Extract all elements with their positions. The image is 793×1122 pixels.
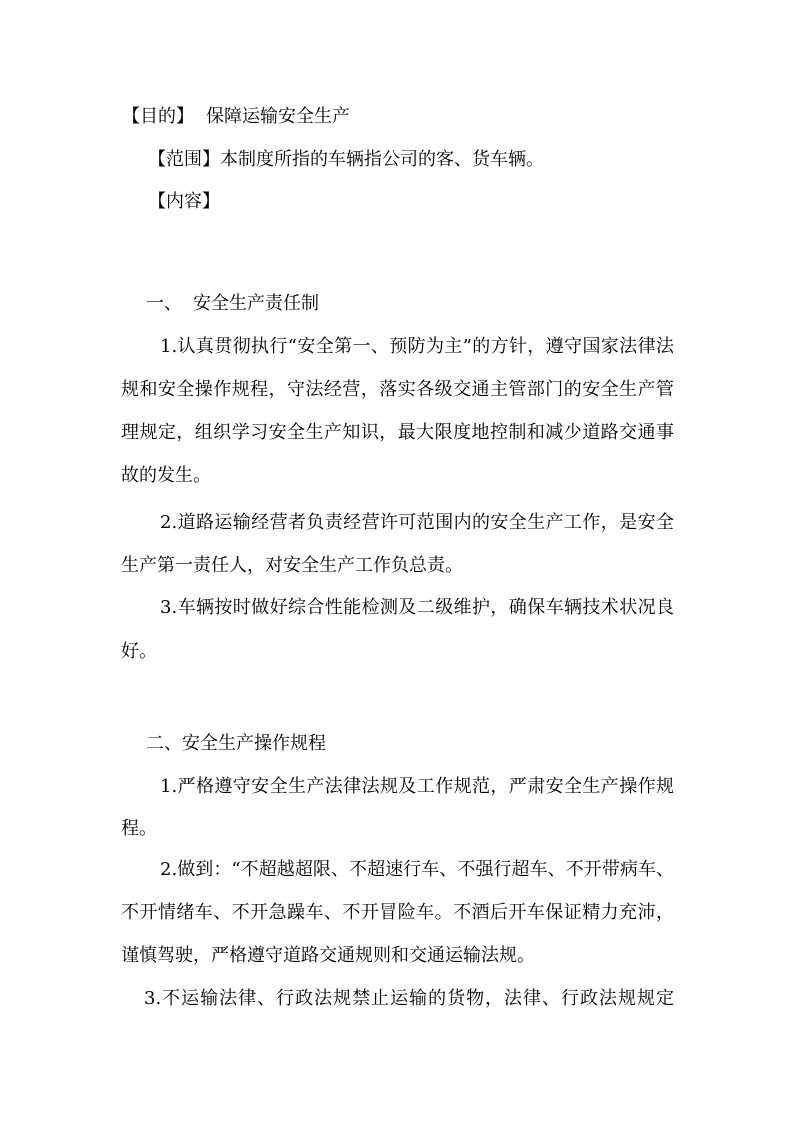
section1-item1-line3: 理规定，组织学习安全生产知识，最大限度地控制和减少道路交通事 [121, 422, 674, 443]
section2-item1-line2: 程。 [121, 818, 157, 839]
section2-item3-line1: 3.不运输法律、行政法规禁止运输的货物，法律、行政法规规定 [144, 988, 674, 1009]
section1-heading: 安全生产责任制 [193, 293, 319, 314]
section2-item2-line2: 不开情绪车、不开急躁车、不开冒险车。不酒后开车保证精力充沛， [121, 902, 674, 923]
section1-item1-line1: 1.认真贯彻执行“安全第一、预防为主”的方针，遵守国家法律法 [160, 336, 674, 357]
content-label: 【内容】 [148, 191, 220, 212]
scope-line: 【范围】本制度所指的车辆指公司的客、货车辆。 [148, 149, 544, 170]
section2-item1-line1: 1.严格遵守安全生产法律法规及工作规范，严肃安全生产操作规 [160, 776, 674, 797]
section2-heading: 二、安全生产操作规程 [146, 733, 326, 754]
section1-heading-number: 一、 [146, 293, 182, 314]
section1-item3-line2: 好。 [121, 641, 157, 662]
section2-item2-line3: 谨慎驾驶，严格遵守道路交通规则和交通运输法规。 [121, 945, 535, 966]
section1-item1-line2: 规和安全操作规程，守法经营，落实各级交通主管部门的安全生产管 [121, 379, 674, 400]
section1-item2-line2: 生产第一责任人，对安全生产工作负总责。 [121, 555, 463, 576]
section2-item2-line1: 2.做到：“不超越超限、不超速行车、不强行超车、不开带病车、 [160, 859, 674, 880]
section1-item2-line1: 2.道路运输经营者负责经营许可范围内的安全生产工作，是安全 [160, 512, 674, 533]
section1-item1-line4: 故的发生。 [121, 465, 211, 486]
purpose-text: 保障运输安全生产 [206, 106, 350, 127]
section1-item3-line1: 3.车辆按时做好综合性能检测及二级维护，确保车辆技术状况良 [160, 597, 674, 618]
purpose-label: 【目的】 [122, 106, 194, 127]
